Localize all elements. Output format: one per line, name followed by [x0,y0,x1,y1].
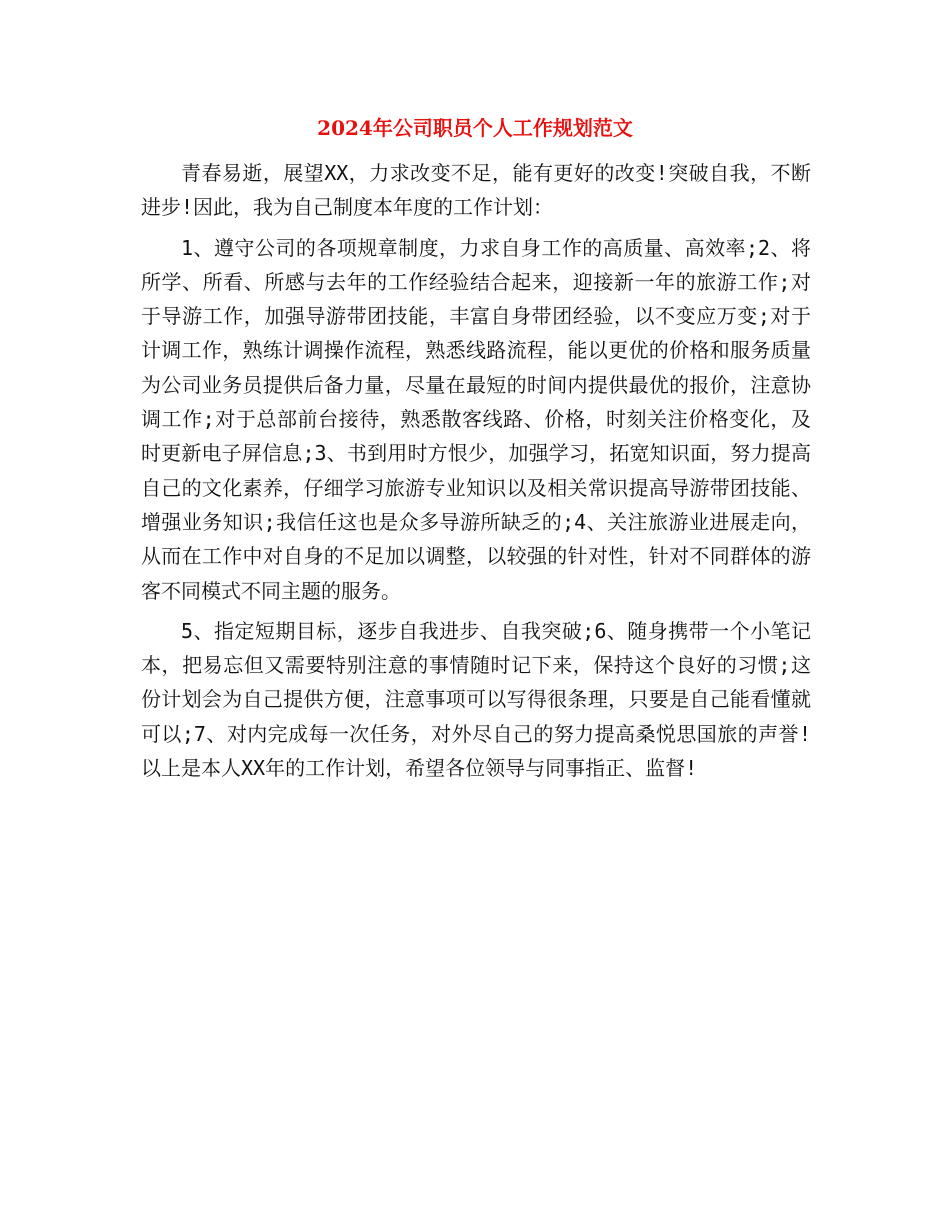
paragraph-items-1-4: 1、遵守公司的各项规章制度，力求自身工作的高质量、高效率;2、将所学、所看、所感与去年的工作经验结合起来，迎接新一年的旅游工作;对于导游工作，加强导游带团技能，丰富自身带团经验，以不变应万变;对于计调工作，熟练计调操作流程，熟悉线路流程，能以更优的价格和服务质量为公司业务员提供后备力量，尽量在最短的时间内提供最优的报价，注意协调工作;对于总部前台接待，熟悉散客线路、价格，时刻关注价格变化，及时更新电子屏信息;3、书到用时方恨少，加强学习，拓宽知识面，努力提高自己的文化素养，仔细学习旅游专业知识以及相关常识提高导游带团技能、增强业务知识;我信任这也是众多导游所缺乏的;4、关注旅游业进展走向，从而在工作中对自身的不足加以调整，以较强的针对性，针对不同群体的游客不同模式不同主题的服务。 [141,235,811,603]
document-title: 2024年公司职员个人工作规划范文 [317,116,633,140]
document-body [141,156,811,791]
paragraph-items-5-7: 5、指定短期目标，逐步自我进步、自我突破;6、随身携带一个小笔记本，把易忘但又需要特别注意的事情随时记下来，保持这个良好的习惯;这份计划会为自己提供方便，注意事项可以写得很条理，只要是自己能看懂就可以;7、对内完成每一次任务，对外尽自己的努力提高桑悦思国旅的声誉!以上是本人XX年的工作计划，希望各位领导与同事指正、监督! [141,618,811,781]
paragraph-intro: 青春易逝，展望XX，力求改变不足，能有更好的改变!突破自我，不断进步!因此，我为自己制度本年度的工作计划： [141,161,811,220]
